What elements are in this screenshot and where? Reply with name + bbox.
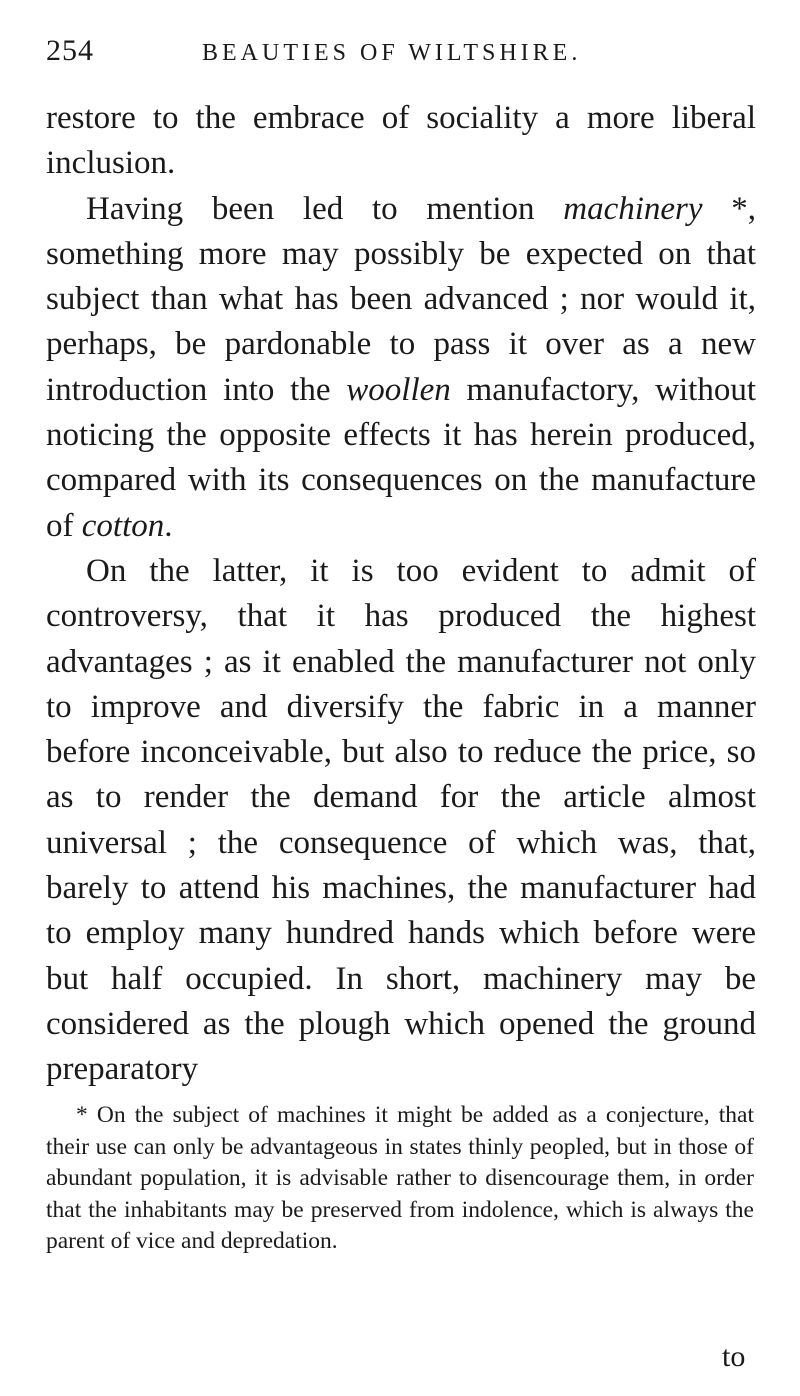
text-run: . [164,507,173,544]
italic-term-machinery: machinery [563,190,703,227]
italic-term-woollen: woollen [346,371,451,408]
paragraph-continuation: restore to the embrace of sociality a more liberal inclusion. [46,100,756,182]
catchword: to [722,1340,746,1373]
paragraph-cotton-advantages: On the latter, it is too evident to admit of controversy, that it has produced the highest advantages ; as it enabled the manufacturer not only to improve and diversify the fabric in a manner before inconceivable, but also to reduce the price, so as to render the demand for the article almost universal ; the consequence of which was, that, barely to attend his machines, the manufacturer had to employ many hundred hands which before were but half occupied. In short, machinery may be considered as the plough which opened the ground preparatory [46,552,756,1088]
page-number: 254 [46,34,94,67]
page-header [46,34,756,74]
italic-term-cotton: cotton [81,507,165,544]
running-head: BEAUTIES OF WILTSHIRE. [202,40,582,66]
text-run: *, something more may possibly be expected on that subject than what has been advanced ; nor would it, perhaps, be pardonable to pass it over as a new introduction into the [46,190,757,408]
text-run: manufactory, without noticing the opposite effects it has herein produced, compared with its consequences on the manufacture of [46,371,756,544]
paragraph-machinery [46,187,756,549]
text-run: Having been led to mention [86,190,564,227]
footnote: * On the subject of machines it might be added as a conjecture, that their use can only be advantageous in states thinly peopled, but in those of abundant population, it is advisable rather to disencourage them, in order that the inhabitants may be preserved from indolence, which is always the parent of vice and depredation. [46,1102,754,1255]
main-text [46,96,756,1093]
